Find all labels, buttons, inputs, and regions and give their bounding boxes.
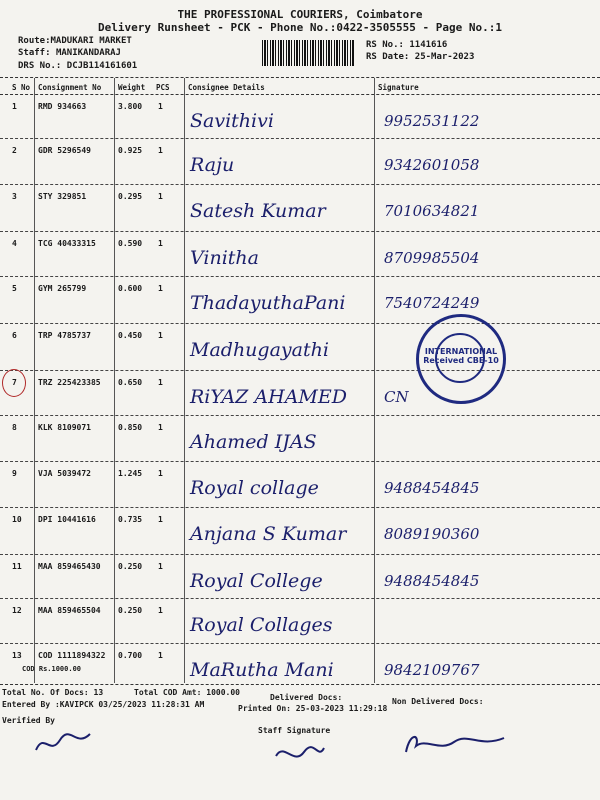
row-separator [0, 323, 600, 324]
row-consignee: Satesh Kumar [190, 200, 326, 222]
row-consignee: Raju [190, 154, 235, 176]
entered-by: Entered By :KAVIPCK 03/25/2023 11:28:31 AM [2, 700, 205, 709]
row-signature: 9952531122 [384, 112, 480, 130]
col-divider [374, 78, 375, 683]
row-weight: 3.800 [118, 102, 143, 111]
row-consignee: MaRutha Mani [190, 659, 334, 681]
col-divider [114, 78, 115, 683]
rs-no-value: 1141616 [409, 40, 448, 50]
row-signature: 7010634821 [384, 202, 480, 220]
rs-no-label: RS No.: [366, 40, 404, 50]
row-consignment-no: VJA 5039472 [38, 469, 91, 478]
runsheet-title: Delivery Runsheet - PCK - Phone No.:0422-3505555 - Page No.:1 [98, 21, 502, 34]
row-separator [0, 231, 600, 232]
received-stamp [416, 314, 506, 404]
row-consignment-no: TRP 4785737 [38, 331, 91, 340]
row-separator [0, 370, 600, 371]
staff-label: Staff: [18, 48, 51, 58]
row-consignment-no: GDR 5296549 [38, 146, 91, 155]
row-weight: 0.600 [118, 284, 143, 293]
row-cod-note: COD Rs.1000.00 [22, 665, 82, 673]
row-consignee: RiYAZ AHAMED [190, 386, 347, 408]
row-signature: 8709985504 [384, 249, 480, 267]
row-pcs: 1 [158, 423, 163, 432]
row-sno: 2 [12, 146, 17, 155]
row-consignment-no: TRZ 225423385 [38, 378, 101, 387]
row-pcs: 1 [158, 284, 163, 293]
row-pcs: 1 [158, 239, 163, 248]
drs-value: DCJB114161601 [66, 61, 138, 71]
row-separator [0, 276, 600, 277]
row-consignee: Royal collage [190, 477, 319, 499]
row-sno: 11 [12, 562, 22, 571]
row-signature: 9842109767 [384, 661, 480, 679]
row-consignment-no: RMD 934663 [38, 102, 87, 111]
row-consignee: Madhugayathi [190, 339, 329, 361]
row-sno: 6 [12, 331, 17, 340]
rs-no-line [366, 40, 447, 50]
row-sno: 8 [12, 423, 17, 432]
row-7-circle-mark [2, 369, 26, 397]
row-sno: 5 [12, 284, 17, 293]
staff-value: MANIKANDARAJ [55, 48, 121, 58]
col-consignment: Consignment No [38, 83, 102, 92]
rs-date-line [366, 52, 474, 62]
row-sno: 13 [12, 651, 22, 660]
verifier-signature-scribble [30, 722, 110, 758]
row-pcs: 1 [158, 102, 163, 111]
row-signature: 7540724249 [384, 294, 480, 312]
row-signature: 9342601058 [384, 156, 480, 174]
total-cod: Total COD Amt: 1000.00 [134, 688, 240, 697]
row-sno: 1 [12, 102, 17, 111]
route-value: MADUKARI MARKET [50, 36, 132, 46]
barcode [262, 40, 354, 66]
row-weight: 0.250 [118, 606, 143, 615]
drs-line [18, 61, 137, 71]
row-pcs: 1 [158, 606, 163, 615]
row-weight: 0.450 [118, 331, 143, 340]
row-separator [0, 554, 600, 555]
row-consignment-no: MAA 859465430 [38, 562, 101, 571]
col-signature: Signature [378, 83, 419, 92]
row-signature: 9488454845 [384, 479, 480, 497]
row-consignee: Royal Collages [190, 614, 333, 636]
row-weight: 0.850 [118, 423, 143, 432]
row-consignee: Savithivi [190, 110, 274, 132]
row-consignment-no: GYM 265799 [38, 284, 87, 293]
company-title: THE PROFESSIONAL COURIERS, Coimbatore [177, 8, 423, 21]
row-separator [0, 415, 600, 416]
row-weight: 0.650 [118, 378, 143, 387]
row-pcs: 1 [158, 378, 163, 387]
row-weight: 0.295 [118, 192, 143, 201]
col-pcs: PCS [156, 83, 170, 92]
rs-date-label: RS Date: [366, 52, 410, 62]
row-separator [0, 184, 600, 185]
row-separator [0, 138, 600, 139]
rs-date-value: 25-Mar-2023 [414, 52, 475, 62]
row-weight: 1.245 [118, 469, 143, 478]
row-signature: 8089190360 [384, 525, 480, 543]
stamp-text: INTERNATIONAL Received CBE-10 [423, 347, 499, 365]
row-consignee: Vinitha [190, 247, 259, 269]
printed-on: Printed On: 25-03-2023 11:29:18 [238, 704, 388, 713]
row-pcs: 1 [158, 331, 163, 340]
staff-signature-scribble [270, 738, 330, 768]
row-separator [0, 598, 600, 599]
row-weight: 0.700 [118, 651, 143, 660]
row-signature: CN [384, 388, 409, 406]
col-sno: S No [12, 83, 31, 92]
non-delivered-docs: Non Delivered Docs: [392, 697, 484, 706]
col-consignee: Consignee Details [188, 83, 265, 92]
route-line [18, 36, 132, 46]
row-consignment-no: DPI 10441616 [38, 515, 96, 524]
row-sno: 12 [12, 606, 22, 615]
row-separator [0, 461, 600, 462]
row-consignee: Ahamed IJAS [190, 431, 317, 453]
drs-label: DRS No.: [18, 61, 62, 71]
footer-rule [0, 684, 600, 685]
row-separator [0, 507, 600, 508]
row-sno: 9 [12, 469, 17, 478]
row-consignment-no: MAA 859465504 [38, 606, 101, 615]
col-divider [184, 78, 185, 683]
delivered-docs: Delivered Docs: [270, 693, 343, 702]
col-divider [34, 78, 35, 683]
row-consignee: ThadayuthaPani [190, 292, 346, 314]
row-pcs: 1 [158, 515, 163, 524]
row-consignment-no: STY 329851 [38, 192, 87, 201]
row-consignment-no: KLK 8109071 [38, 423, 91, 432]
row-weight: 0.250 [118, 562, 143, 571]
row-weight: 0.735 [118, 515, 143, 524]
staff-line [18, 48, 121, 58]
row-sno: 10 [12, 515, 22, 524]
row-sno: 7 [12, 378, 17, 387]
header-rule-top [0, 77, 600, 78]
row-pcs: 1 [158, 651, 163, 660]
total-docs: Total No. Of Docs: 13 [2, 688, 104, 697]
row-signature: 9488454845 [384, 572, 480, 590]
row-weight: 0.925 [118, 146, 143, 155]
row-pcs: 1 [158, 192, 163, 201]
row-pcs: 1 [158, 146, 163, 155]
row-weight: 0.590 [118, 239, 143, 248]
receiver-signature-scribble [400, 726, 510, 760]
row-separator [0, 643, 600, 644]
row-consignee: Royal College [190, 570, 323, 592]
row-sno: 3 [12, 192, 17, 201]
row-consignment-no: TCG 40433315 [38, 239, 96, 248]
header-rule-bottom [0, 94, 600, 95]
row-consignee: Anjana S Kumar [190, 523, 347, 545]
row-sno: 4 [12, 239, 17, 248]
col-weight: Weight [118, 83, 146, 92]
row-consignment-no: COD 1111894322 [38, 651, 106, 660]
route-label: Route: [18, 36, 51, 46]
row-pcs: 1 [158, 469, 163, 478]
row-pcs: 1 [158, 562, 163, 571]
staff-signature-label: Staff Signature [258, 726, 331, 735]
verified-by: Verified By [2, 716, 55, 725]
